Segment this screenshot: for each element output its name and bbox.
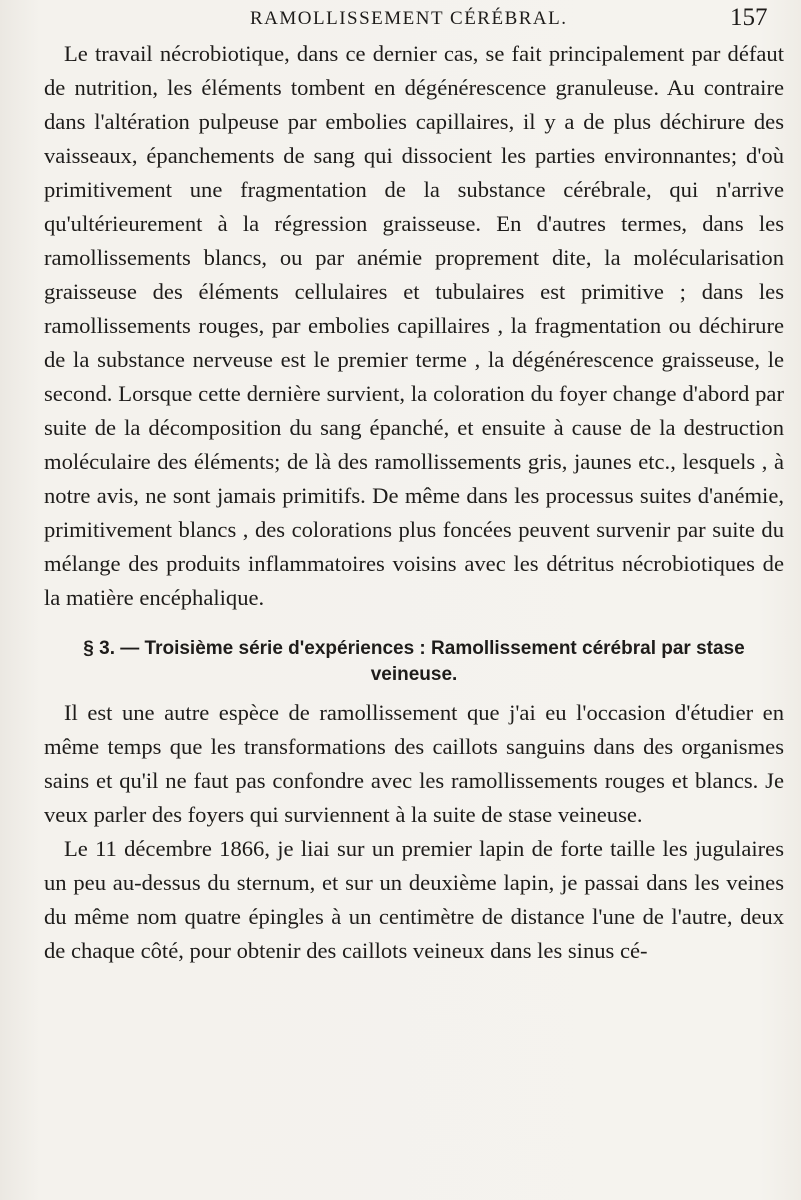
running-title: RAMOLLISSEMENT CÉRÉBRAL. [250, 8, 568, 29]
paragraph-1: Le travail nécrobiotique, dans ce dernier cas, se fait principalement par défaut de nutrition, les éléments tombent en dégénérescence granuleuse. Au contraire dans l'altération pulpeuse par embolies capillaires, il y a de plus déchirure des vaisseaux, épanchements de sang qui dissocient les parties environnantes; d'où primitivement une fragmentation de la substance cérébrale, qui n'arrive qu'ultérieurement à la régression graisseuse. En d'autres termes, dans les ramollissements blancs, ou par anémie proprement dite, la molécularisation graisseuse des éléments cellulaires et tubulaires est primitive ; dans les ramollissements rouges, par embolies capillaires , la fragmentation ou déchirure de la substance nerveuse est le premier terme , la dégénérescence graisseuse, le second. Lorsque cette dernière survient, la coloration du foyer change d'abord par suite de la décomposition du sang épanché, et ensuite à cause de la destruction moléculaire des éléments; de là des ramollissements gris, jaunes etc., lesquels , à notre avis, ne sont jamais primitifs. De même dans les processus suites d'anémie, primitivement blancs , des colorations plus foncées peuvent survenir par suite du mélange des produits inflammatoires voisins avec les détritus nécrobiotiques de la matière encéphalique. [44, 41, 784, 610]
page-number: 157 [730, 4, 768, 31]
section-heading: § 3. — Troisième série d'expériences : Ramollissement cérébral par stase veineuse. [83, 638, 745, 685]
running-head [0, 4, 801, 34]
body-text [44, 37, 784, 968]
paragraph-3: Le 11 décembre 1866, je liai sur un premier lapin de forte taille les jugulaires un peu au-dessus du sternum, et sur un deuxième lapin, je passai dans les veines du même nom quatre épingles à un centimètre de distance l'une de l'autre, deux de chaque côté, pour obtenir des caillots veineux dans les sinus cé- [44, 836, 784, 963]
paragraph-2: Il est une autre espèce de ramollissement que j'ai eu l'occasion d'étudier en même temps que les transformations des caillots sanguins dans des organismes sains et qu'il ne faut pas confondre avec les ramollissements rouges et blancs. Je veux parler des foyers qui surviennent à la suite de stase veineuse. [44, 700, 784, 827]
